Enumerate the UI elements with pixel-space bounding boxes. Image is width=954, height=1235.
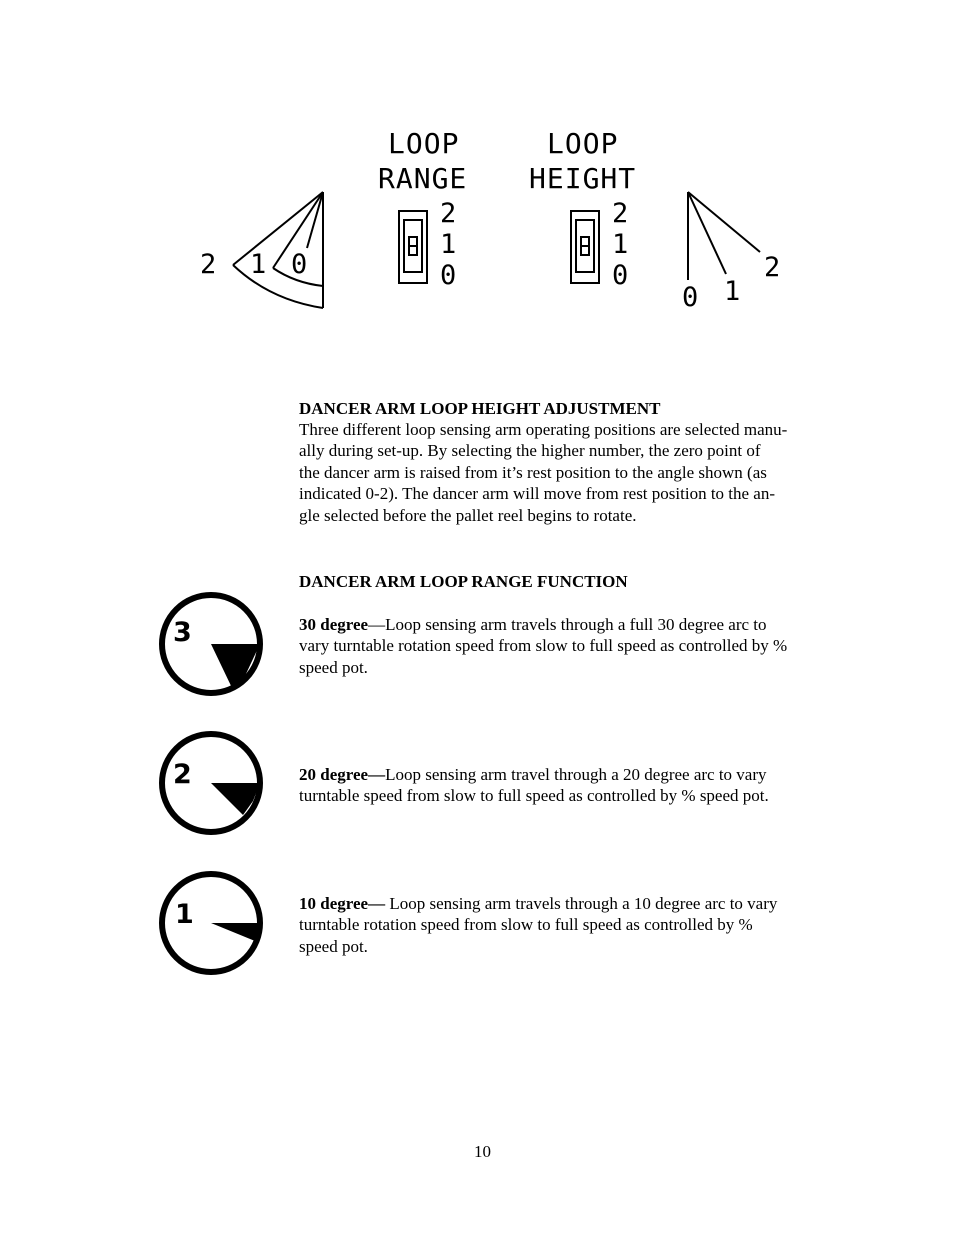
right-fan-number-0: 0: [682, 282, 699, 313]
height-adjustment-title: DANCER ARM LOOP HEIGHT ADJUSTMENT: [299, 399, 661, 418]
range-item-10-text-1: Loop sensing arm travels through a 10 degree arc to vary: [385, 894, 778, 913]
range-item-30-dash: —: [368, 615, 386, 634]
loop-range-label-2: [378, 162, 467, 196]
range-item-10-term: 10 degree—: [299, 894, 386, 913]
loop-range-label: [388, 127, 459, 161]
page-number: 10: [474, 1142, 491, 1161]
height-adjustment-line-2: ally during set-up. By selecting the higher number, the zero point of: [299, 441, 761, 461]
left-fan-drawing: [225, 188, 330, 313]
loop-range-label-line1: LOOP: [388, 127, 460, 160]
right-fan-drawing: [682, 188, 772, 283]
left-fan-number-0: 0: [291, 249, 308, 280]
right-fan-number-2: 2: [764, 252, 781, 283]
range-item-30-line-3: speed pot.: [299, 657, 368, 677]
range-item-10-degree: [299, 893, 859, 957]
range-item-20-degree: [299, 764, 859, 807]
right-fan-number-1: 1: [724, 276, 741, 307]
height-switch-number-1: 1: [612, 229, 629, 260]
height-adjustment-line-3: the dancer arm is raised from it’s rest position to the angle shown (as: [299, 462, 767, 482]
range-item-20-term: 20 degree—: [299, 765, 386, 784]
range-item-30-degree: [299, 614, 859, 678]
loop-height-label-line1: LOOP: [547, 127, 619, 160]
left-fan-number-1: 1: [250, 249, 267, 280]
loop-range-switch[interactable]: [398, 210, 430, 285]
dial-20-degree-number: 2: [173, 759, 192, 790]
loop-height-label-2: [529, 162, 636, 196]
height-switch-number-0: 0: [612, 260, 629, 291]
range-item-30-text-1: Loop sensing arm travels through a full 30 degree arc to: [385, 615, 767, 634]
dial-10-degree-icon: [157, 869, 265, 977]
loop-height-label-line2: HEIGHT: [529, 162, 637, 195]
range-item-30-term: 30 degree: [299, 615, 369, 634]
height-adjustment-section: [299, 398, 859, 526]
range-item-10-line-2: turntable rotation speed from slow to full speed as controlled by %: [299, 915, 753, 935]
range-item-20-text-1: Loop sensing arm travel through a 20 degree arc to vary: [385, 765, 767, 784]
height-adjustment-line-4: indicated 0-2). The dancer arm will move from rest position to the an-: [299, 484, 776, 504]
range-item-30-line-2: vary turntable rotation speed from slow to full speed as controlled by %: [299, 636, 788, 656]
range-switch-number-0: 0: [440, 260, 457, 291]
loop-range-label-line2: RANGE: [378, 162, 468, 195]
height-adjustment-line-5: gle selected before the pallet reel begins to rotate.: [299, 505, 637, 525]
left-fan-number-2: 2: [200, 249, 217, 280]
loop-height-label: [547, 127, 618, 161]
range-switch-number-2: 2: [440, 198, 457, 229]
dial-30-degree-number: 3: [173, 617, 192, 648]
height-switch-number-2: 2: [612, 198, 629, 229]
range-item-20-line-1: [299, 764, 859, 785]
height-adjustment-line-1: Three different loop sensing arm operating positions are selected manu-: [299, 420, 788, 439]
range-item-10-line-1: [299, 893, 859, 914]
range-item-20-line-2: turntable speed from slow to full speed as controlled by % speed pot.: [299, 786, 769, 806]
range-switch-number-1: 1: [440, 229, 457, 260]
dial-10-degree-number: 1: [175, 899, 194, 930]
range-function-title: DANCER ARM LOOP RANGE FUNCTION: [299, 572, 628, 591]
range-item-30-line-1: [299, 614, 859, 635]
loop-height-switch[interactable]: [570, 210, 602, 285]
range-item-10-line-3: speed pot.: [299, 936, 368, 956]
